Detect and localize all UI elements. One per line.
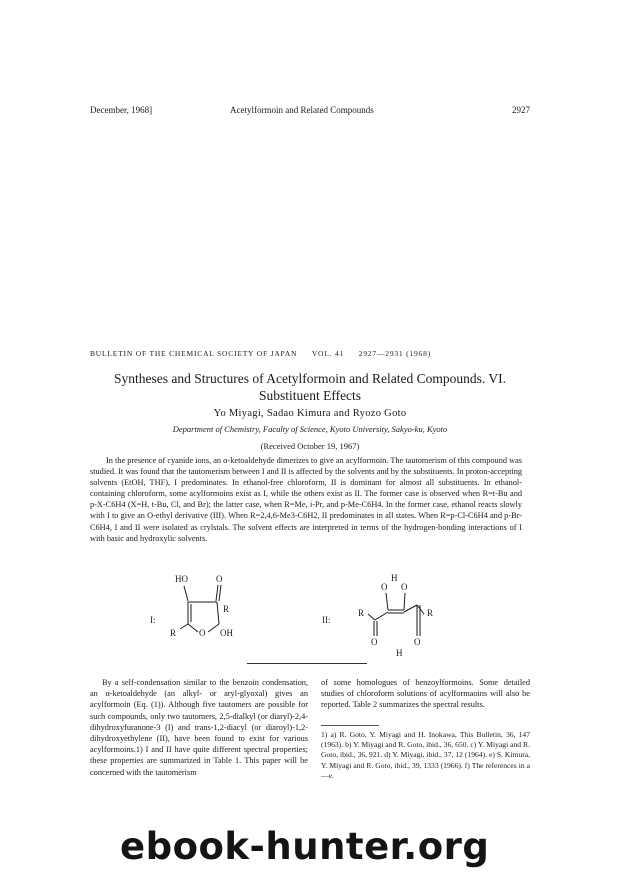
- body-text-right-column: of some homologues of benzoylformoins. Some detailed studies of chloroform solutions of acylformaoins will also be reported. Table 2 summarizes the spectral results.: [321, 678, 530, 710]
- structure-II-label: II:: [322, 615, 331, 625]
- journal-volume: VOL. 41: [311, 349, 345, 358]
- atom-O-top-left: O: [381, 582, 388, 592]
- paper-title: [70, 370, 550, 404]
- journal-pages: 2927—2931 (1968): [358, 349, 431, 358]
- atom-H-bottom: H: [396, 648, 403, 658]
- running-head-title: Acetylformoin and Related Compounds: [230, 105, 374, 115]
- atom-R-upper: R: [223, 604, 230, 614]
- atom-R-left: R: [358, 608, 365, 618]
- authors: Yo Miyagi, Sadao Kimura and Ryozo Goto: [213, 408, 407, 419]
- paper-title-line-1: Syntheses and Structures of Acetylformoin and Related Compounds. VI.: [114, 371, 506, 386]
- footnote-divider: [321, 725, 379, 726]
- running-head: [90, 105, 530, 119]
- body-text-left-column: By a self-condensation similar to the benzoin condensation, an α-ketoaldehyde (an alkyl- or aryl-glyoxal) gives an acylformoin (Eq. (1)). Although five tautomers are possible for such compounds, only two tautomers, 2,5-dialkyl (or diaryl)-2,4-dihydroxyfuranone-3 (I) and trans-1,2-diacyl (or diaroyl)-1,2-dihydroxyethylene (II), have been found to exist for various acylformoins.1) I and II have quite different spectral properties; these properties are summarized in Table 1. This paper will be concerned with the tautomerism: [90, 678, 308, 777]
- atom-R-lower: R: [170, 628, 177, 638]
- journal-name: BULLETIN OF THE CHEMICAL SOCIETY OF JAPAN: [90, 349, 298, 358]
- atom-H-top: H: [391, 573, 398, 583]
- atom-O-bottom-right: O: [414, 637, 421, 647]
- journal-line: [90, 349, 530, 358]
- atom-O-top-right: O: [401, 582, 408, 592]
- atom-R-right: R: [427, 608, 434, 618]
- affiliation: Department of Chemistry, Faculty of Science, Kyoto University, Sakyo-ku, Kyoto: [172, 424, 448, 434]
- atom-O-ring: O: [199, 628, 206, 638]
- atom-OH: OH: [220, 628, 233, 638]
- abstract: In the presence of cyanide ions, an α-ketoaldehyde dimerizes to give an acylformoin. The tautomerism of this compound was studied. It was found that the tautomerism between I and II is affected by the solvents and by the substituents. In proton-accepting solvents (EtOH, THF), I predominates. In ethanol-free chloroform, II is dominant for almost all substituents. In ethanol-containing chloroform, some acylformoins exist as I, while the others exist as II. The former case is observed when R=t-Bu and p-X-C6H4 (X=H, t-Bu, Cl, and Br); the latter case, when R=Me, i-Pr, and p-Me-C6H4. In the former case, ethanol reacts slowly with I to give an O-ethyl derivative (III). When R=2,4,6-Me3-C6H2, II predominates in all states. When R=p-Cl-C6H4 and p-Br-C6H4, I and II were isolated as crylstals. The solvent effects are interpreted in terms of the hydrogen-bonding interactions of I with basic and hydroxylic solvents.: [90, 456, 522, 543]
- running-head-date: December, 1968]: [90, 105, 153, 115]
- atom-O-bottom-left: O: [371, 637, 378, 647]
- paper-title-line-2: Substituent Effects: [258, 388, 362, 403]
- tautomer-structures: [150, 572, 480, 660]
- atom-HO: HO: [175, 574, 188, 584]
- atom-O-carbonyl: O: [216, 574, 223, 584]
- received-date: (Received October 19, 1967): [260, 441, 360, 451]
- page-number: 2927: [512, 105, 530, 115]
- section-divider: [247, 663, 367, 664]
- watermark: ebook-hunter.org: [120, 825, 490, 868]
- footnote: 1) a) R. Goto, Y. Miyagi and H. Inokawa, This Bulletin, 36, 147 (1963). b) Y. Miyagi and R. Goto, ibid., 36, 650. c) Y. Miyagi and R. Goto, ibid., 36, 921. d) Y. Miyagi, ibid., 37, 12 (1964). e) S. Kimura, Y. Miyagi and R. Goto, ibid., 39, 1333 (1966). f) The references in a—e.: [321, 730, 530, 780]
- structure-I-label: I:: [150, 615, 156, 625]
